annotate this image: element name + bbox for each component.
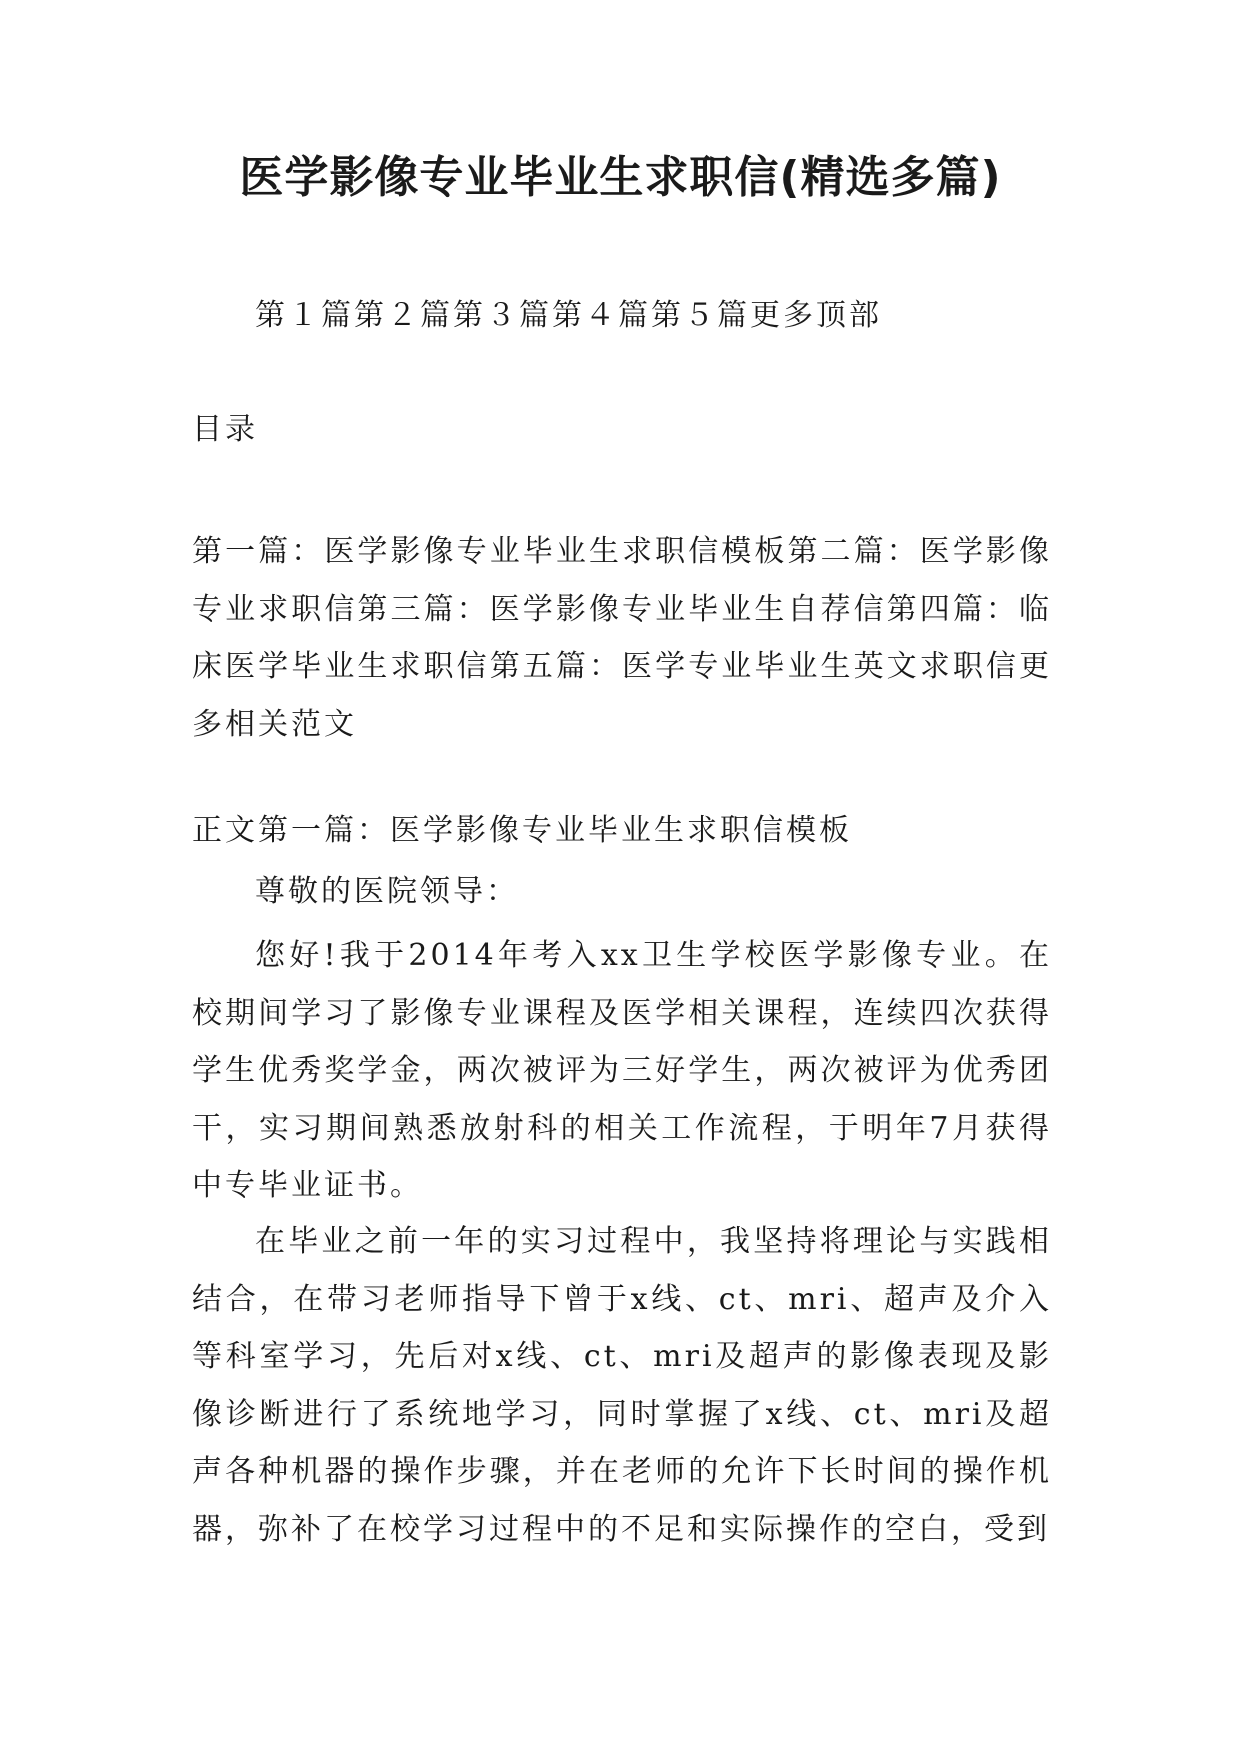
body-paragraph-2: 在毕业之前一年的实习过程中，我坚持将理论与实践相结合，在带习老师指导下曾于x线、ct、mri、超声及介入等科室学习，先后对x线、ct、mri及超声的影像表现及影像诊断进行了系统地学习，同时掌握了x线、ct、mri及超声各种机器的操作步骤，并在老师的允许下长时间的操作机器，弥补了在校学习过程中的不足和实际操作的空白，受到 xyxy=(192,1224,1052,1547)
nav-link-chapter-1[interactable]: 第１篇 xyxy=(255,298,354,333)
body-paragraph-1: 您好!我于2014年考入xx卫生学校医学影像专业。在校期间学习了影像专业课程及医学相关课程，连续四次获得学生优秀奖学金，两次被评为三好学生，两次被评为优秀团干，实习期间熟悉放射科的相关工作流程，于明年7月获得中专毕业证书。 xyxy=(192,938,1052,1203)
document-title: 医学影像专业毕业生求职信(精选多篇) xyxy=(239,152,1002,203)
nav-link-chapter-5[interactable]: 第５篇 xyxy=(651,298,750,333)
nav-link-more[interactable]: 更多 xyxy=(750,298,816,333)
toc-content: 第一篇：医学影像专业毕业生求职信模板第二篇：医学影像专业求职信第三篇：医学影像专业毕业生自荐信第四篇：临床医学毕业生求职信第五篇：医学专业毕业生英文求职信更多相关范文 xyxy=(192,534,1052,742)
nav-link-chapter-3[interactable]: 第３篇 xyxy=(453,298,552,333)
main-heading: 正文第一篇：医学影像专业毕业生求职信模板 xyxy=(192,813,852,848)
salutation: 尊敬的医院领导： xyxy=(255,874,519,909)
toc-heading: 目录 xyxy=(192,412,258,447)
nav-link-top[interactable]: 顶部 xyxy=(816,298,882,333)
nav-link-chapter-2[interactable]: 第２篇 xyxy=(354,298,453,333)
nav-link-chapter-4[interactable]: 第４篇 xyxy=(552,298,651,333)
chapter-nav xyxy=(255,294,1075,338)
